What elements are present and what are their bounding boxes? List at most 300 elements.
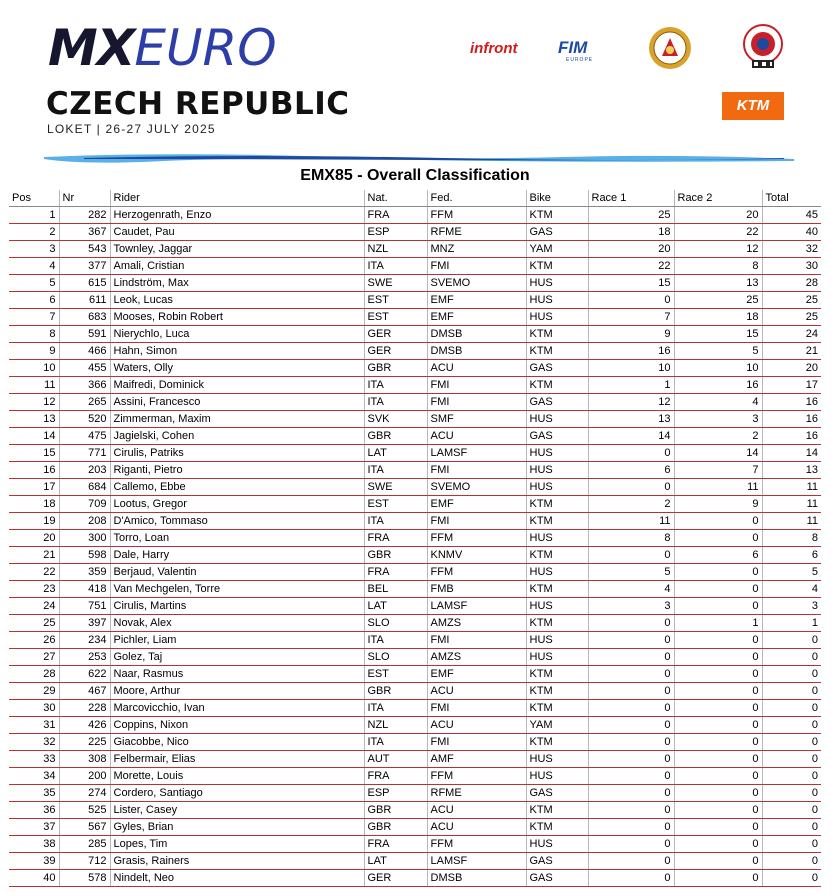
cell-bike: HUS bbox=[526, 564, 588, 581]
cell-fed: EMF bbox=[427, 666, 526, 683]
cell-pos: 12 bbox=[9, 394, 59, 411]
cell-race1: 0 bbox=[588, 768, 674, 785]
cell-total: 20 bbox=[762, 360, 821, 377]
classification-title: EMX85 - Overall Classification bbox=[300, 167, 530, 184]
table-row bbox=[9, 377, 821, 394]
cell-nr: 203 bbox=[59, 462, 110, 479]
cell-rider: Hahn, Simon bbox=[110, 343, 364, 360]
cell-bike: KTM bbox=[526, 819, 588, 836]
cell-rider: Zimmerman, Maxim bbox=[110, 411, 364, 428]
cell-rider: Jagielski, Cohen bbox=[110, 428, 364, 445]
cell-race1: 10 bbox=[588, 360, 674, 377]
table-row bbox=[9, 479, 821, 496]
cell-race2: 25 bbox=[674, 292, 762, 309]
cell-nat: NZL bbox=[364, 241, 427, 258]
cell-fed: FMI bbox=[427, 700, 526, 717]
cell-pos: 37 bbox=[9, 819, 59, 836]
cell-rider: Torro, Loan bbox=[110, 530, 364, 547]
cell-race2: 0 bbox=[674, 768, 762, 785]
cell-fed: FMI bbox=[427, 462, 526, 479]
cell-total: 30 bbox=[762, 258, 821, 275]
cell-nat: GER bbox=[364, 343, 427, 360]
table-row bbox=[9, 343, 821, 360]
cell-race2: 0 bbox=[674, 683, 762, 700]
cell-nr: 466 bbox=[59, 343, 110, 360]
table-row bbox=[9, 394, 821, 411]
cell-bike: GAS bbox=[526, 785, 588, 802]
cell-fed: FFM bbox=[427, 836, 526, 853]
cell-race1: 0 bbox=[588, 615, 674, 632]
cell-race2: 0 bbox=[674, 649, 762, 666]
cell-fed: LAMSF bbox=[427, 853, 526, 870]
cell-bike: GAS bbox=[526, 224, 588, 241]
table-row bbox=[9, 717, 821, 734]
cell-rider: Herzogenrath, Enzo bbox=[110, 207, 364, 224]
cell-total: 45 bbox=[762, 207, 821, 224]
cell-nr: 282 bbox=[59, 207, 110, 224]
cell-race1: 0 bbox=[588, 445, 674, 462]
cell-race1: 0 bbox=[588, 870, 674, 887]
cell-fed: ACU bbox=[427, 802, 526, 819]
cell-pos: 18 bbox=[9, 496, 59, 513]
table-row bbox=[9, 598, 821, 615]
cell-nat: ITA bbox=[364, 734, 427, 751]
cell-nr: 591 bbox=[59, 326, 110, 343]
club-badge-icon bbox=[742, 24, 784, 70]
cell-pos: 35 bbox=[9, 785, 59, 802]
cell-nr: 253 bbox=[59, 649, 110, 666]
cell-race1: 9 bbox=[588, 326, 674, 343]
cell-race1: 14 bbox=[588, 428, 674, 445]
col-race1-header: Race 1 bbox=[588, 190, 674, 207]
cell-race2: 0 bbox=[674, 751, 762, 768]
cell-bike: KTM bbox=[526, 258, 588, 275]
ktm-logo: KTM bbox=[722, 92, 784, 120]
cell-pos: 1 bbox=[9, 207, 59, 224]
cell-bike: KTM bbox=[526, 326, 588, 343]
cell-race2: 6 bbox=[674, 547, 762, 564]
cell-bike: HUS bbox=[526, 411, 588, 428]
cell-pos: 36 bbox=[9, 802, 59, 819]
cell-bike: YAM bbox=[526, 717, 588, 734]
cell-rider: Berjaud, Valentin bbox=[110, 564, 364, 581]
cell-fed: KNMV bbox=[427, 547, 526, 564]
cell-total: 0 bbox=[762, 700, 821, 717]
cell-race2: 0 bbox=[674, 513, 762, 530]
table-row bbox=[9, 870, 821, 887]
cell-total: 13 bbox=[762, 462, 821, 479]
cell-fed: ACU bbox=[427, 717, 526, 734]
cell-pos: 40 bbox=[9, 870, 59, 887]
cell-nat: GBR bbox=[364, 802, 427, 819]
cell-bike: KTM bbox=[526, 207, 588, 224]
cell-race1: 0 bbox=[588, 666, 674, 683]
table-row bbox=[9, 819, 821, 836]
cell-total: 0 bbox=[762, 751, 821, 768]
cell-race2: 5 bbox=[674, 343, 762, 360]
table-row bbox=[9, 258, 821, 275]
cell-rider: Felbermair, Elias bbox=[110, 751, 364, 768]
cell-race2: 9 bbox=[674, 496, 762, 513]
cell-bike: HUS bbox=[526, 275, 588, 292]
table-row bbox=[9, 496, 821, 513]
cell-race1: 0 bbox=[588, 479, 674, 496]
cell-bike: GAS bbox=[526, 428, 588, 445]
cell-rider: Assini, Francesco bbox=[110, 394, 364, 411]
cell-nr: 467 bbox=[59, 683, 110, 700]
cell-nr: 567 bbox=[59, 819, 110, 836]
cell-race2: 0 bbox=[674, 785, 762, 802]
cell-total: 11 bbox=[762, 513, 821, 530]
cell-bike: KTM bbox=[526, 666, 588, 683]
table-row bbox=[9, 530, 821, 547]
table-row bbox=[9, 615, 821, 632]
cell-total: 0 bbox=[762, 802, 821, 819]
cell-total: 17 bbox=[762, 377, 821, 394]
cell-race1: 16 bbox=[588, 343, 674, 360]
cell-nat: GBR bbox=[364, 819, 427, 836]
cell-rider: Dale, Harry bbox=[110, 547, 364, 564]
cell-rider: Giacobbe, Nico bbox=[110, 734, 364, 751]
cell-pos: 16 bbox=[9, 462, 59, 479]
cell-bike: YAM bbox=[526, 241, 588, 258]
cell-fed: DMSB bbox=[427, 326, 526, 343]
cell-total: 11 bbox=[762, 479, 821, 496]
table-row bbox=[9, 547, 821, 564]
cell-total: 6 bbox=[762, 547, 821, 564]
cell-rider: Callemo, Ebbe bbox=[110, 479, 364, 496]
cell-race2: 2 bbox=[674, 428, 762, 445]
cell-race2: 12 bbox=[674, 241, 762, 258]
cell-nat: SVK bbox=[364, 411, 427, 428]
cell-fed: RFME bbox=[427, 785, 526, 802]
cell-total: 32 bbox=[762, 241, 821, 258]
table-row bbox=[9, 785, 821, 802]
cell-race1: 0 bbox=[588, 853, 674, 870]
cell-race1: 1 bbox=[588, 377, 674, 394]
cell-nr: 709 bbox=[59, 496, 110, 513]
fim-logo-text: FIM bbox=[558, 38, 588, 57]
cell-fed: FMI bbox=[427, 632, 526, 649]
cell-pos: 15 bbox=[9, 445, 59, 462]
table-row bbox=[9, 564, 821, 581]
cell-race2: 8 bbox=[674, 258, 762, 275]
cell-nr: 274 bbox=[59, 785, 110, 802]
table-row bbox=[9, 326, 821, 343]
page-header bbox=[0, 0, 838, 165]
cell-pos: 9 bbox=[9, 343, 59, 360]
cell-pos: 17 bbox=[9, 479, 59, 496]
cell-pos: 23 bbox=[9, 581, 59, 598]
cell-pos: 27 bbox=[9, 649, 59, 666]
cell-fed: FMB bbox=[427, 581, 526, 598]
cell-rider: Pichler, Liam bbox=[110, 632, 364, 649]
cell-race2: 0 bbox=[674, 564, 762, 581]
cell-race2: 0 bbox=[674, 598, 762, 615]
cell-rider: Cirulis, Patriks bbox=[110, 445, 364, 462]
cell-nat: SWE bbox=[364, 275, 427, 292]
cell-fed: FMI bbox=[427, 513, 526, 530]
cell-fed: FFM bbox=[427, 207, 526, 224]
cell-nr: 208 bbox=[59, 513, 110, 530]
cell-bike: HUS bbox=[526, 768, 588, 785]
cell-bike: KTM bbox=[526, 513, 588, 530]
cell-total: 0 bbox=[762, 649, 821, 666]
cell-race2: 22 bbox=[674, 224, 762, 241]
cell-nr: 228 bbox=[59, 700, 110, 717]
cell-fed: AMZS bbox=[427, 615, 526, 632]
cell-rider: Nierychlo, Luca bbox=[110, 326, 364, 343]
table-row bbox=[9, 207, 821, 224]
cell-nat: LAT bbox=[364, 598, 427, 615]
cell-pos: 31 bbox=[9, 717, 59, 734]
table-row bbox=[9, 411, 821, 428]
cell-race1: 12 bbox=[588, 394, 674, 411]
cell-fed: EMF bbox=[427, 309, 526, 326]
cell-nr: 520 bbox=[59, 411, 110, 428]
cell-total: 0 bbox=[762, 683, 821, 700]
cell-nat: NZL bbox=[364, 717, 427, 734]
cell-pos: 39 bbox=[9, 853, 59, 870]
cell-rider: Lopes, Tim bbox=[110, 836, 364, 853]
table-row bbox=[9, 513, 821, 530]
cell-total: 5 bbox=[762, 564, 821, 581]
cell-race2: 0 bbox=[674, 870, 762, 887]
cell-bike: HUS bbox=[526, 530, 588, 547]
table-row bbox=[9, 768, 821, 785]
cell-bike: HUS bbox=[526, 309, 588, 326]
cell-race2: 3 bbox=[674, 411, 762, 428]
cell-nr: 683 bbox=[59, 309, 110, 326]
cell-race2: 1 bbox=[674, 615, 762, 632]
cell-race2: 0 bbox=[674, 734, 762, 751]
cell-bike: HUS bbox=[526, 292, 588, 309]
cell-pos: 21 bbox=[9, 547, 59, 564]
col-total-header: Total bbox=[762, 190, 821, 207]
cell-nat: ITA bbox=[364, 513, 427, 530]
cell-nat: GER bbox=[364, 870, 427, 887]
cell-race1: 0 bbox=[588, 292, 674, 309]
cell-race1: 0 bbox=[588, 734, 674, 751]
cell-nat: GBR bbox=[364, 683, 427, 700]
cell-race2: 20 bbox=[674, 207, 762, 224]
cell-fed: LAMSF bbox=[427, 445, 526, 462]
cell-race2: 0 bbox=[674, 819, 762, 836]
cell-pos: 8 bbox=[9, 326, 59, 343]
cell-total: 28 bbox=[762, 275, 821, 292]
cell-rider: Golez, Taj bbox=[110, 649, 364, 666]
cell-rider: Waters, Olly bbox=[110, 360, 364, 377]
cell-race1: 11 bbox=[588, 513, 674, 530]
cell-race1: 25 bbox=[588, 207, 674, 224]
cell-bike: KTM bbox=[526, 547, 588, 564]
cell-race1: 6 bbox=[588, 462, 674, 479]
col-rider-header: Rider bbox=[110, 190, 364, 207]
cell-race1: 13 bbox=[588, 411, 674, 428]
cell-total: 0 bbox=[762, 819, 821, 836]
cell-pos: 6 bbox=[9, 292, 59, 309]
results-body bbox=[9, 207, 821, 887]
cell-bike: GAS bbox=[526, 853, 588, 870]
cell-total: 14 bbox=[762, 445, 821, 462]
cell-fed: FMI bbox=[427, 734, 526, 751]
table-row bbox=[9, 751, 821, 768]
cell-race2: 0 bbox=[674, 700, 762, 717]
cell-nr: 751 bbox=[59, 598, 110, 615]
cell-race1: 18 bbox=[588, 224, 674, 241]
cell-total: 11 bbox=[762, 496, 821, 513]
cell-total: 0 bbox=[762, 768, 821, 785]
cell-bike: KTM bbox=[526, 700, 588, 717]
cell-fed: FMI bbox=[427, 394, 526, 411]
cell-pos: 20 bbox=[9, 530, 59, 547]
cell-nr: 543 bbox=[59, 241, 110, 258]
cell-pos: 2 bbox=[9, 224, 59, 241]
table-row bbox=[9, 241, 821, 258]
cell-bike: KTM bbox=[526, 615, 588, 632]
cell-nr: 300 bbox=[59, 530, 110, 547]
cell-race2: 16 bbox=[674, 377, 762, 394]
fim-logo-subtext: EUROPE bbox=[566, 57, 594, 63]
cell-fed: ACU bbox=[427, 360, 526, 377]
cell-nr: 578 bbox=[59, 870, 110, 887]
cell-race2: 14 bbox=[674, 445, 762, 462]
cell-race1: 4 bbox=[588, 581, 674, 598]
cell-pos: 24 bbox=[9, 598, 59, 615]
cell-race1: 0 bbox=[588, 683, 674, 700]
cell-nr: 426 bbox=[59, 717, 110, 734]
cell-nr: 455 bbox=[59, 360, 110, 377]
table-row bbox=[9, 649, 821, 666]
cell-pos: 32 bbox=[9, 734, 59, 751]
cell-nat: FRA bbox=[364, 207, 427, 224]
cell-rider: D'Amico, Tommaso bbox=[110, 513, 364, 530]
infront-logo: infront bbox=[470, 40, 518, 57]
cell-rider: Lister, Casey bbox=[110, 802, 364, 819]
cell-total: 0 bbox=[762, 870, 821, 887]
cell-bike: GAS bbox=[526, 870, 588, 887]
cell-nat: ESP bbox=[364, 785, 427, 802]
cell-nr: 615 bbox=[59, 275, 110, 292]
cell-fed: AMZS bbox=[427, 649, 526, 666]
cell-rider: Marcovicchio, Ivan bbox=[110, 700, 364, 717]
country-title: CZECH REPUBLIC bbox=[46, 86, 350, 122]
cell-total: 16 bbox=[762, 411, 821, 428]
cell-pos: 26 bbox=[9, 632, 59, 649]
cell-pos: 4 bbox=[9, 258, 59, 275]
cell-rider: Nindelt, Neo bbox=[110, 870, 364, 887]
cell-race1: 15 bbox=[588, 275, 674, 292]
federation-badge-icon bbox=[648, 26, 692, 70]
cell-nr: 265 bbox=[59, 394, 110, 411]
cell-fed: MNZ bbox=[427, 241, 526, 258]
cell-pos: 10 bbox=[9, 360, 59, 377]
cell-nat: EST bbox=[364, 496, 427, 513]
cell-bike: HUS bbox=[526, 632, 588, 649]
cell-total: 8 bbox=[762, 530, 821, 547]
cell-pos: 25 bbox=[9, 615, 59, 632]
cell-nat: ITA bbox=[364, 632, 427, 649]
cell-total: 16 bbox=[762, 428, 821, 445]
cell-race2: 4 bbox=[674, 394, 762, 411]
cell-rider: Novak, Alex bbox=[110, 615, 364, 632]
cell-nat: FRA bbox=[364, 836, 427, 853]
cell-total: 4 bbox=[762, 581, 821, 598]
cell-total: 24 bbox=[762, 326, 821, 343]
cell-nr: 366 bbox=[59, 377, 110, 394]
cell-total: 0 bbox=[762, 734, 821, 751]
table-row bbox=[9, 581, 821, 598]
cell-fed: LAMSF bbox=[427, 598, 526, 615]
cell-nat: AUT bbox=[364, 751, 427, 768]
cell-race1: 0 bbox=[588, 785, 674, 802]
cell-fed: ACU bbox=[427, 683, 526, 700]
cell-nat: EST bbox=[364, 309, 427, 326]
cell-nr: 367 bbox=[59, 224, 110, 241]
table-row bbox=[9, 275, 821, 292]
cell-total: 0 bbox=[762, 785, 821, 802]
cell-rider: Riganti, Pietro bbox=[110, 462, 364, 479]
cell-nat: ITA bbox=[364, 700, 427, 717]
cell-bike: KTM bbox=[526, 343, 588, 360]
cell-total: 16 bbox=[762, 394, 821, 411]
cell-bike: HUS bbox=[526, 445, 588, 462]
cell-rider: Moore, Arthur bbox=[110, 683, 364, 700]
logo-euro-text: EURO bbox=[134, 19, 277, 77]
cell-race2: 0 bbox=[674, 632, 762, 649]
cell-bike: HUS bbox=[526, 598, 588, 615]
cell-total: 0 bbox=[762, 717, 821, 734]
cell-nat: ITA bbox=[364, 462, 427, 479]
cell-nr: 684 bbox=[59, 479, 110, 496]
cell-nr: 225 bbox=[59, 734, 110, 751]
table-row bbox=[9, 666, 821, 683]
cell-pos: 34 bbox=[9, 768, 59, 785]
cell-nat: ITA bbox=[364, 394, 427, 411]
cell-nat: SWE bbox=[364, 479, 427, 496]
cell-total: 40 bbox=[762, 224, 821, 241]
cell-fed: FFM bbox=[427, 564, 526, 581]
cell-pos: 7 bbox=[9, 309, 59, 326]
cell-fed: AMF bbox=[427, 751, 526, 768]
cell-nr: 622 bbox=[59, 666, 110, 683]
cell-nat: LAT bbox=[364, 445, 427, 462]
col-nat-header: Nat. bbox=[364, 190, 427, 207]
cell-race2: 0 bbox=[674, 853, 762, 870]
cell-nat: SLO bbox=[364, 649, 427, 666]
cell-total: 0 bbox=[762, 632, 821, 649]
cell-bike: KTM bbox=[526, 377, 588, 394]
cell-rider: Naar, Rasmus bbox=[110, 666, 364, 683]
cell-pos: 5 bbox=[9, 275, 59, 292]
cell-bike: GAS bbox=[526, 394, 588, 411]
table-row bbox=[9, 309, 821, 326]
cell-fed: SVEMO bbox=[427, 479, 526, 496]
cell-bike: KTM bbox=[526, 581, 588, 598]
cell-fed: SVEMO bbox=[427, 275, 526, 292]
cell-nat: EST bbox=[364, 292, 427, 309]
cell-nr: 525 bbox=[59, 802, 110, 819]
table-row bbox=[9, 462, 821, 479]
cell-race1: 0 bbox=[588, 802, 674, 819]
cell-nat: ESP bbox=[364, 224, 427, 241]
cell-nr: 359 bbox=[59, 564, 110, 581]
cell-bike: KTM bbox=[526, 802, 588, 819]
cell-nat: FRA bbox=[364, 564, 427, 581]
cell-bike: HUS bbox=[526, 462, 588, 479]
cell-total: 25 bbox=[762, 292, 821, 309]
cell-rider: Cirulis, Martins bbox=[110, 598, 364, 615]
